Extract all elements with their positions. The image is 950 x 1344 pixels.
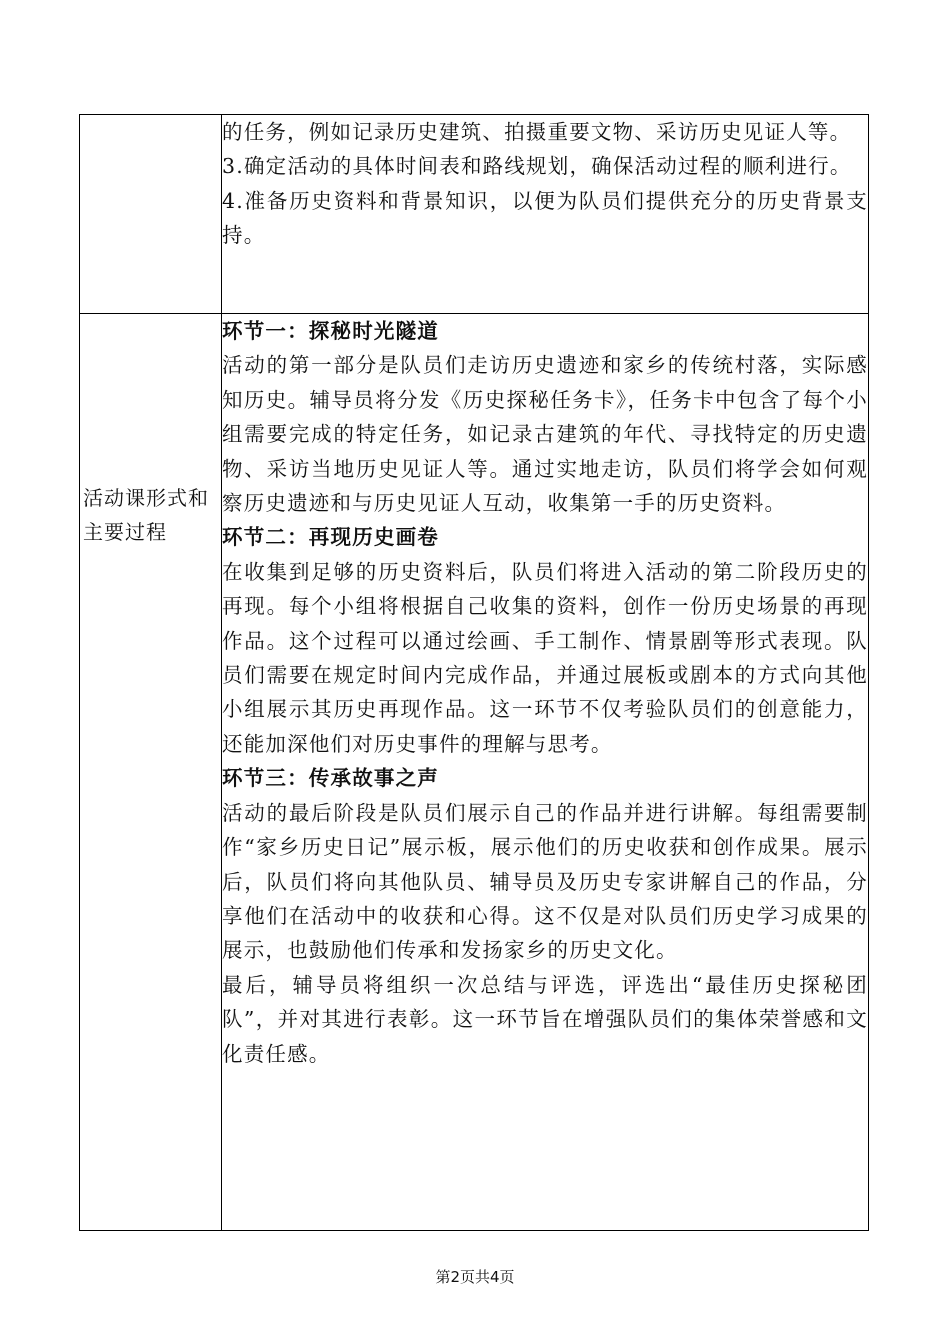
page-number: 第2页共4页	[435, 1268, 515, 1286]
row-label-activity-form: 活动课形式和主要过程	[83, 486, 209, 544]
row-content-cell	[222, 314, 869, 1231]
section-heading: 环节三：传承故事之声	[222, 766, 439, 791]
section-paragraph: 最后，辅导员将组织一次总结与评选，评选出“最佳历史探秘团队”，并对其进行表彰。这一环节旨在增强队员们的集体荣誉感和文化责任感。	[222, 972, 868, 1066]
preparation-paragraph: 4.准备历史资料和背景知识，以便为队员们提供充分的历史背景支持。	[222, 188, 868, 248]
activity-plan-table	[79, 114, 869, 1231]
table-row-preparation	[80, 115, 869, 314]
section-heading: 环节二：再现历史画卷	[222, 525, 439, 550]
row-content-cell	[222, 115, 869, 314]
section-paragraph: 在收集到足够的历史资料后，队员们将进入活动的第二阶段历史的再现。每个小组将根据自己收集的资料，创作一份历史场景的再现作品。这个过程可以通过绘画、手工制作、情景剧等形式表现。队员们需要在规定时间内完成作品，并通过展板或剧本的方式向其他小组展示其历史再现作品。这一环节不仅考验队员们的创意能力，还能加深他们对历史事件的理解与思考。	[222, 559, 868, 756]
row-label-cell	[80, 115, 222, 314]
section-heading: 环节一：探秘时光隧道	[222, 319, 439, 343]
row-label-cell	[80, 314, 222, 1231]
section-paragraph: 活动的第一部分是队员们走访历史遗迹和家乡的传统村落，实际感知历史。辅导员将分发《历史探秘任务卡》，任务卡中包含了每个小组需要完成的特定任务，如记录古建筑的年代、寻找特定的历史遗物、采访当地历史见证人等。通过实地走访，队员们将学会如何观察历史遗迹和与历史见证人互动，收集第一手的历史资料。	[222, 353, 868, 516]
table-row-process	[80, 314, 869, 1231]
section-paragraph: 活动的最后阶段是队员们展示自己的作品并进行讲解。每组需要制作“家乡历史日记”展示板，展示他们的历史收获和创作成果。展示后，队员们将向其他队员、辅导员及历史专家讲解自己的作品，分享他们在活动中的收获和心得。这不仅是对队员们历史学习成果的展示，也鼓励他们传承和发扬家乡的历史文化。	[222, 800, 868, 963]
preparation-paragraph: 的任务，例如记录历史建筑、拍摄重要文物、采访历史见证人等。	[222, 120, 852, 144]
preparation-paragraph: 3.确定活动的具体时间表和路线规划，确保活动过程的顺利进行。	[222, 154, 852, 179]
